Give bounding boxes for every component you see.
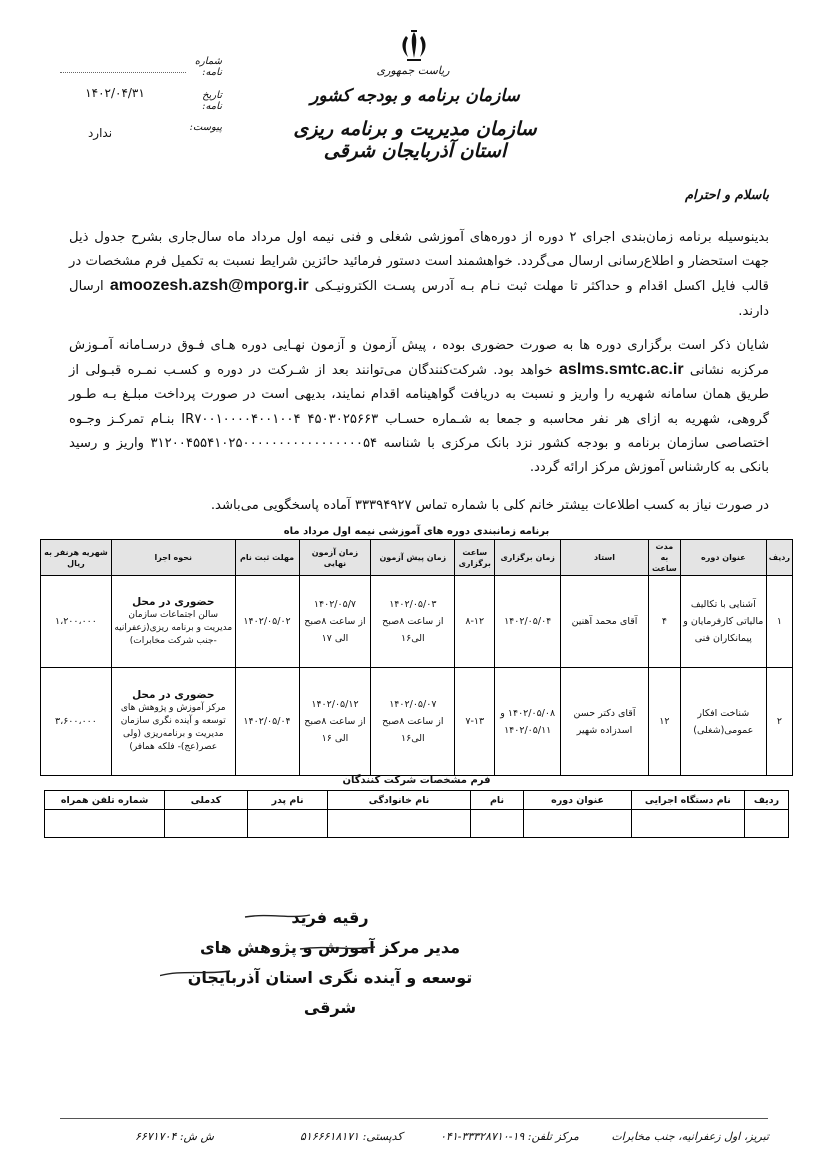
pretest-date: ۱۴۰۲/۰۵/۰۳ [389,599,437,610]
signer-title-line2: توسعه و آینده نگری استان آذربایجان [187,968,473,987]
paragraph-1 [69,226,769,324]
footer-phone: مرکز تلفن: ۱۹-۳۳۳۲۸۷۱۰-۰۴۱ [440,1130,579,1143]
cell-row: ۲ [766,668,792,776]
cell-pretest [371,668,455,776]
paragraph-2 [69,334,769,480]
form-col-national-id: کدملی [165,791,247,810]
cell-duration: ۴ [648,576,680,668]
col-fee: شهریه هرنفر به ریال [41,540,112,576]
footer-address: تبریز، اول زعفرانیه، جنب مخابرات [611,1130,769,1143]
attachment-value: ندارد [87,126,113,140]
final-time: از ساعت ۸صبح الی ۱۶ [304,716,366,744]
letter-number-field [60,72,186,73]
final-date: ۱۴۰۲/۰۵/۷ [313,599,357,610]
col-teacher: استاد [561,540,649,576]
signer-name: رقیه فرید [291,908,369,927]
email-address[interactable]: amoozesh.azsh@mporg.ir [109,277,309,295]
form-col-agency: نام دستگاه اجرایی [631,791,744,810]
participants-form-table [44,790,789,838]
form-col-course: عنوان دوره [524,791,631,810]
cell-pretest [371,576,455,668]
cell-duration: ۱۲ [648,668,680,776]
schedule-table [40,539,793,776]
cell-execution [111,576,235,668]
col-row: ردیف [766,540,792,576]
exec-title: حضوری در محل [132,689,215,701]
form-col-last-name: نام خانوادگی [328,791,470,810]
footer-divider [60,1118,768,1119]
cell-final [299,668,371,776]
final-time: از ساعت ۸صبح الی ۱۷ [304,616,366,644]
exec-detail: مرکز آموزش و پژوهش های توسعه و آینده نگری سازمان مدیریت و برنامه‌ریزی (ولی عصر(عج)- فلکه همافر) [120,703,226,752]
col-execution: نحوه اجرا [111,540,235,576]
letter-number-label: شماره نامه: [194,56,222,78]
col-dates: زمان برگزاری [495,540,561,576]
table-row [41,668,793,776]
col-final: زمان آزمون نهایی [299,540,371,576]
cell-execution [111,668,235,776]
form-cell [470,810,524,838]
letter-date-value: ۱۴۰۲/۰۴/۳۱ [85,86,145,100]
letter-date-label: تاریخ نامه: [202,90,222,112]
table-row [41,576,793,668]
participants-empty-row [45,810,789,838]
form-col-first-name: نام [470,791,524,810]
col-course: عنوان دوره [680,540,766,576]
participants-header-row [45,791,789,810]
cell-fee: ۳،۶۰۰،۰۰۰ [41,668,112,776]
org-main-title: سازمان برنامه و بودجه کشور [310,86,520,106]
cell-dates: ۱۴۰۲/۰۵/۰۴ [495,576,561,668]
form-cell [631,810,744,838]
cell-dates: ۱۴۰۲/۰۵/۰۸ و ۱۴۰۲/۰۵/۱۱ [495,668,561,776]
attachment-label: پیوست: [189,122,222,133]
cell-course: شناخت افکار عمومی(شغلی) [680,668,766,776]
form-cell [744,810,788,838]
cell-hours: ۸-۱۲ [455,576,495,668]
exec-title: حضوری در محل [132,595,215,608]
schedule-title: برنامه زمانبندی دوره های آموزشی نیمه اول مرداد ماه [283,526,550,537]
cell-deadline: ۱۴۰۲/۰۵/۰۲ [235,576,299,668]
cell-final [299,576,371,668]
paragraph-1-text: بدینوسیله برنامه زمان‌بندی اجرای ۲ دوره از دوره‌های آموزشی شغلی و فنی نیمه اول مرداد ماه سال‌جاری بشرح جدول ذیل جهت استحضار و اطلاع‌رسانی ارسال می‌گردد. خواهشمند است دستور فرمائید حائزین شرایط نسبت به تکمیل فرم مشخصات در قالب فایل اکسل اقدام و حداکثر تا مهلت ثبت نـام بـه آدرس پسـت الکترونیـکی [69,230,769,295]
pretest-time: از ساعت ۸صبح الی۱۶ [382,716,444,744]
pretest-time: از ساعت ۸صبح الی۱۶ [382,616,444,644]
iran-emblem-icon [396,28,432,64]
signer-title-line1: مدیر مرکز آموزش و پژوهش های [199,938,461,957]
footer-postal-code: کدپستی: ۵۱۶۶۶۱۸۱۷۱ [300,1130,403,1143]
signature-strokes-icon [160,905,490,1015]
col-hours: ساعت برگزاری [455,540,495,576]
signer-title-line3: شرقی [303,998,357,1017]
final-date: ۱۴۰۲/۰۵/۱۲ [311,699,359,710]
cell-deadline: ۱۴۰۲/۰۵/۰۴ [235,668,299,776]
cell-course: آشنایی با تکالیف مالیاتی کارفرمایان و پیمانکاران فنی [680,576,766,668]
form-col-row: ردیف [744,791,788,810]
pretest-date: ۱۴۰۲/۰۵/۰۷ [389,699,437,710]
exec-detail: سالن اجتماعات سازمان مدیریت و برنامه ریزی(زعفرانیه -جنب شرکت مخابرات) [114,609,233,646]
paragraph-1-end: ارسال دارند. [69,279,769,319]
schedule-header-row [41,540,793,576]
form-cell [45,810,165,838]
paragraph-3: در صورت نیاز به کسب اطلاعات بیشتر خانم کلی با شماره تماس ۳۳۳۹۴۹۲۷ آماده پاسخگویی می‌باشد. [210,498,769,513]
cell-teacher: آقای محمد آهنین [561,576,649,668]
form-col-mobile: شماره تلفن همراه [45,791,165,810]
cell-row: ۱ [766,576,792,668]
paragraph-2-text-a: شایان ذکر است برگزاری دوره ها به صورت حضوری بوده ، پیش آزمون و آزمون نهـایی دوره هـای فـوق درسـامانه آمـوزش مرکزبه نشانی [69,338,769,379]
form-col-father-name: نام پدر [247,791,328,810]
cell-teacher: آقای دکتر حسن اسدزاده شهیر [561,668,649,776]
presidency-title: ریاست جمهوری [376,64,450,77]
form-cell [247,810,328,838]
org-sub-title: سازمان مدیریت و برنامه ریزی استان آذربایجان شرقی [293,118,537,162]
cell-fee: ۱،۲۰۰،۰۰۰ [41,576,112,668]
col-duration: مدت به ساعت [648,540,680,576]
form-cell [328,810,470,838]
form-cell [524,810,631,838]
form-cell [165,810,247,838]
col-deadline: مهلت ثبت نام [235,540,299,576]
footer-national-id: ش ش: ۶۶۷۱۷۰۴ [135,1130,214,1143]
col-pretest: زمان پیش آزمون [371,540,455,576]
participants-form-title: فرم مشخصات شرکت کنندگان [342,775,491,786]
paragraph-2-text-b: خواهد بود. شرکت‌کنندگان می‌توانند بعد از شـرکت در دوره و کسـب نمـره قبـولی از طریق همان سامانه شهریه را واریز و نسبت به دریافت گواهینامه اقدام نمایند، بدیهی است در صورت پرداخت مبلـغ بـه طـور گروهی، شهریه به ازای هر نفر محاسبه و جمعا به شـماره حسـاب ۴۵۰۳۰۲۵۶۶۳ IR۷۰۰۱۰۰۰۰۴۰۰۱۰۰۴ بنـام تمرکـز وجـوه اختصاصی سازمان برنامه و بودجه کشور نزد بانک مرکزی با شناسه ۳۱۲۰۰۴۵۵۴۱۰۲۵۰۰۰۰۰۰۰۰۰۰۰۰۰۰۰۰۰۵۴ واریز و رسید بانکی به کارشناس آموزش مرکز ارائه گردد. [69,363,769,476]
cell-hours: ۷-۱۳ [455,668,495,776]
greeting: باسلام و احترام [684,188,769,203]
website-address[interactable]: aslms.smtc.ac.ir [559,361,684,379]
